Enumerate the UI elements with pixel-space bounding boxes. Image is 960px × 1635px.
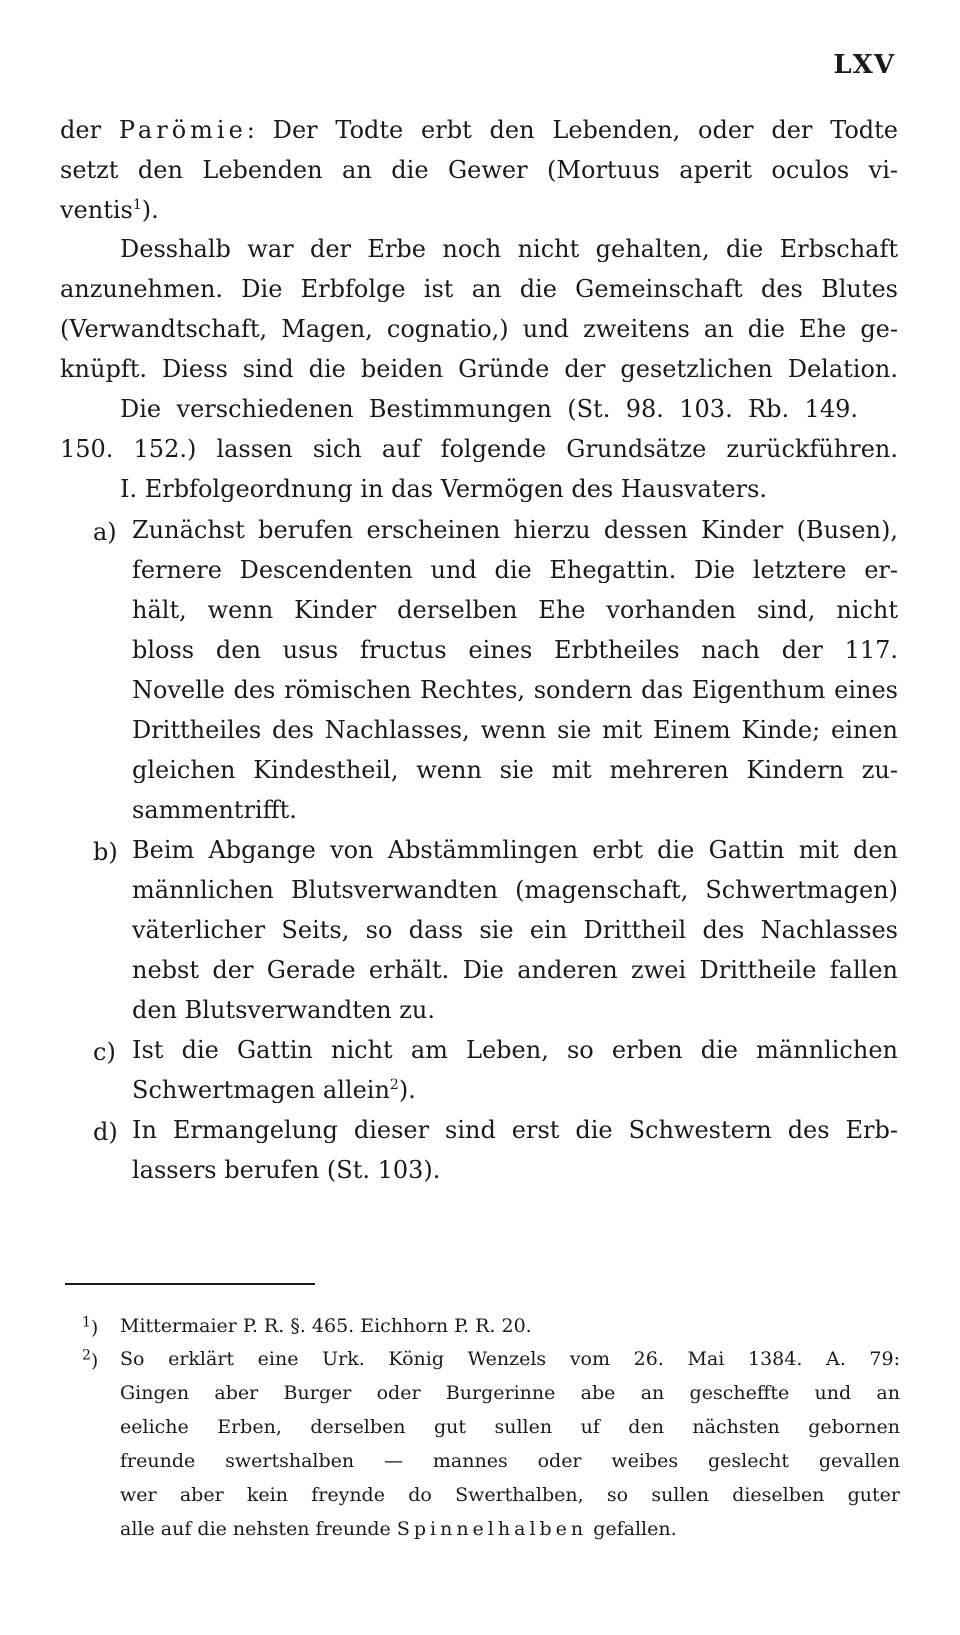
item-b-line: den Blutsverwandten zu. xyxy=(132,998,435,1024)
item-a-line: hält, wenn Kinder derselben Ehe vorhanden sind, nicht xyxy=(132,598,898,624)
item-a-line: bloss den usus fructus eines Erbtheiles nach der 117. xyxy=(132,638,898,664)
item-b-line: nebst der Gerade erhält. Die anderen zwei Drittheile fallen xyxy=(132,958,898,984)
item-label-a: a) xyxy=(93,518,117,546)
footnote-2-line: Gingen aber Burger oder Burgerinne abe an gescheffte und an xyxy=(120,1384,900,1404)
item-b-line: männlichen Blutsverwandten (magenschaft, Schwertmagen) xyxy=(132,878,898,904)
footnote-mark-2: $^2$) xyxy=(82,1347,99,1372)
footnote-number: 2 xyxy=(82,1347,91,1364)
item-label-d: d) xyxy=(93,1118,118,1146)
item-label-b: b) xyxy=(93,838,118,866)
item-b-line: väterlicher Seits, so dass sie ein Drittheil des Nachlasses xyxy=(132,918,898,944)
item-c-line xyxy=(132,1078,898,1103)
text: ventis xyxy=(60,198,133,224)
text: : Der Todte erbt den Lebenden, oder der Todte xyxy=(246,118,898,144)
body-line-4: Desshalb war der Erbe noch nicht gehalten, die Erbschaft xyxy=(120,237,898,263)
body-line-9: 150. 152.) lassen sich auf folgende Grundsätze zurückführen. xyxy=(60,437,898,463)
footnote-ref: 1 xyxy=(132,198,142,213)
item-c-line: Ist die Gattin nicht am Leben, so erben die männlichen xyxy=(132,1038,898,1064)
item-d-line: lassers berufen (St. 103). xyxy=(132,1158,441,1184)
footnote-number: 1 xyxy=(82,1314,91,1331)
section-heading: I. Erbfolgeordnung in das Vermögen des Hausvaters. xyxy=(120,477,768,503)
item-d-line: In Ermangelung dieser sind erst die Schwestern des Erb- xyxy=(132,1118,898,1144)
footnote-2-line: wer aber kein freynde do Swerthalben, so sullen dieselben guter xyxy=(120,1486,900,1506)
emphasized-term: Parömie xyxy=(118,118,247,144)
item-a-line: Drittheiles des Nachlasses, wenn sie mit Einem Kinde; einen xyxy=(132,718,898,744)
footnote-ref: 2 xyxy=(389,1078,399,1093)
text: gefallen. xyxy=(587,1520,677,1540)
text: alle auf die nehsten freunde xyxy=(120,1520,397,1540)
body-line-7: knüpft. Diess sind die beiden Gründe der gesetzlichen Delation. xyxy=(60,357,898,383)
item-a-line: gleichen Kindestheil, wenn sie mit mehreren Kindern zu- xyxy=(132,758,898,784)
item-b-line: Beim Abgange von Abstämmlingen erbt die Gattin mit den xyxy=(132,838,898,864)
emphasized-term: Spinnelhalben xyxy=(396,1520,588,1540)
text: ). xyxy=(141,198,159,224)
footnote-1-line: Mittermaier P. R. §. 465. Eichhorn P. R. 20. xyxy=(120,1317,532,1337)
text: der xyxy=(60,118,119,144)
item-a-line: sammentrifft. xyxy=(132,798,297,824)
footnote-mark-1: $^1$) xyxy=(82,1314,99,1339)
page-number: LXV xyxy=(833,50,895,80)
body-line-8: Die verschiedenen Bestimmungen (St. 98. 103. Rb. 149. xyxy=(120,397,858,423)
footnote-2-line: So erklärt eine Urk. König Wenzels vom 26. Mai 1384. A. 79: xyxy=(120,1350,900,1370)
item-a-line: Novelle des römischen Rechtes, sondern das Eigenthum eines xyxy=(132,678,898,704)
footnote-2-line xyxy=(120,1520,900,1540)
text: Schwertmagen allein xyxy=(132,1078,390,1104)
body-line-3 xyxy=(60,198,898,223)
item-a-line: Zunächst berufen erscheinen hierzu dessen Kinder (Busen), xyxy=(132,518,898,544)
footnote-2-line: eeliche Erben, derselben gut sullen uf den nächsten gebornen xyxy=(120,1418,900,1438)
item-label-c: c) xyxy=(93,1038,116,1066)
item-a-line: fernere Descendenten und die Ehegattin. Die letztere er- xyxy=(132,558,898,584)
text: ). xyxy=(398,1078,416,1104)
body-line-1 xyxy=(60,118,898,143)
body-line-6: (Verwandtschaft, Magen, cognatio,) und zweitens an die Ehe ge- xyxy=(60,317,898,343)
body-line-5: anzunehmen. Die Erbfolge ist an die Gemeinschaft des Blutes xyxy=(60,277,898,303)
body-line-2: setzt den Lebenden an die Gewer (Mortuus aperit oculos vi- xyxy=(60,158,898,184)
footnote-rule xyxy=(65,1283,315,1285)
footnote-2-line: freunde swertshalben — mannes oder weibes geslecht gevallen xyxy=(120,1452,900,1472)
